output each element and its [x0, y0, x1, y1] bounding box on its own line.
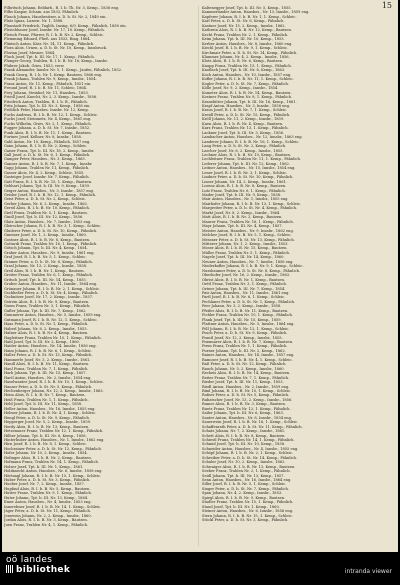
list-entry: Friedl Josef, Knecht, Nr. 2, 3. Kemp., Innsbr., 1856. [4, 95, 98, 100]
list-entry: Karl Peter, a. D. b. St. Nr. 6, Kemp., Fähnlich. [202, 19, 285, 24]
right-column [202, 6, 392, 523]
list-entry: Hepperger Josef, Nr. 5, 2. Kemp., Innsbr., 1859. [4, 420, 92, 425]
list-entry: Greil Alois, R. I. b. B. Nr. 1, Kemp., Bautzen. [4, 268, 85, 273]
list-entry: Hagleitner Franz, Trahlen Nr. 10, 1. Kemp., Fähnlich. [4, 335, 102, 340]
list-entry: Spiegl Alois, R. I. b. B. Nr. 9, Kemp., Bautzen. [202, 495, 286, 500]
list-entry: Knoflach Josef, Tpt. b. III. Nr. 8, Kemp., 1863. [202, 68, 286, 73]
list-entry: Flunger Georg, Trahlen, R. I. b. B. Nr. 16, Kemp., Innsbr. [4, 59, 108, 64]
list-entry: Melcher Josef, R. I. b. B. Nr. 5, 1. Kemp., Schleic. [202, 233, 292, 238]
list-entry: Hörtnagl Johann, R. I. b. B. Nr. 15, 1. Kemp., Schleic. [4, 473, 102, 478]
list-entry: Gasteiger Josef, Innsbr. Nr. 7, Kemp., Fähnlich. [4, 175, 90, 180]
list-entry: Gebhart Johann, Tpt. b. III. Nr. 9, Kemp., 1859. [4, 184, 91, 189]
list-entry: Ortner Johann, Tpt. b. III. Nr. 7, Kemp., 1854. [202, 286, 286, 291]
list-entry: Rofner Peter, a. D. b. St. Nr. 5, Kemp., Fähnlich. [202, 393, 290, 398]
list-entry: Kuen Alois, R. I. b. B. Nr. 4, Kemp., Bautzen. [202, 121, 284, 126]
list-entry: Kranebitter Johann, Tpt. b. III. Nr. 16, Kemp., 1861. [202, 99, 297, 104]
list-entry: Lorenz Alois, R. I. b. B. Nr. 8, Kemp., Bautzen. [202, 184, 287, 189]
list-entry: Peer Johann, Nr. 3, 2. Kemp., Innsbr., 1858. [202, 304, 282, 309]
list-entry: Gall Josef, a. D. b. St. Nr. 6, 1. Kemp., Fähnlich. [4, 152, 91, 157]
list-entry: Landerer Johann, R. I. b. B. Nr. 16, 1. Kemp., Schleic. [202, 139, 300, 144]
list-entry: Kölle Josef, Nr. 9, 2. Kemp., Innsbr., 1854. [202, 86, 279, 91]
list-entry: Posch Peter, a. D. b. St. Nr. 9, Kemp., Fähnlich. [202, 331, 288, 336]
list-entry: Mayr Johann, Tpt. b. III. Nr. 4, Kemp., 1857. [202, 224, 283, 229]
barcode-icon [6, 565, 14, 573]
list-entry: Fuchs Josef, Steinmetz, Nr. 4, Kemp., 1861 eng. [4, 117, 92, 122]
list-entry: Gasser Alois, Nr. 4, 2. Kemp., Schleic, 1855. [4, 170, 85, 175]
list-entry: Pöll Johann, R. I. b. B. Nr. 12, 1. Kemp., Schleic. [202, 326, 290, 331]
list-entry: Ruetz Franz, Trahlen Nr. 12, 1. Kemp., Fähnlich. [202, 406, 291, 411]
list-entry: Gruber Anton, Hausbes., Nr. 11, Innsbr., 1864 eng. [4, 282, 98, 287]
list-entry: Kerber Anton, Hausbes., Nr. 8, Innsbr., 1860 eng. [202, 41, 293, 46]
list-entry: Schwaiger Alois, R. I. b. B. Nr. 13, Kemp., Bautzen. [202, 464, 296, 469]
list-entry: Rieder Josef, Tpt. b. III. Nr. 11, Kemp., 1853. [202, 380, 284, 385]
list-entry: Gaiser Franz, Tpt. b. III. Nr. 18, 2. Kemp., Innsbr. [4, 148, 95, 153]
list-entry: Lener Josef, R. I. b. B. Nr. 3, 1. Kemp., Schleic. [202, 170, 288, 175]
list-entry: Hartl Anton, Hausbes., Nr. 2, Innsbr., 1854 eng. [4, 375, 92, 380]
list-entry: Plank Josef, Tpt. b. III. Nr. 15, Kemp., 1859. [202, 317, 282, 322]
list-entry: Gindl Josef, Tpt. b. III. Nr. 12, Kemp., 1856. [4, 215, 84, 220]
list-entry: Guem Franz, Trahlen Nr. 3, 1. Kemp., Fähnlich. [4, 304, 91, 309]
list-entry: Furtner Josef, Kellner, Nr. 8, Innsbr., 1858. [4, 135, 82, 140]
list-entry: Gstrein Alois, R. I. b. B. Nr. 9, Kemp., Bautzen. [4, 299, 90, 304]
list-entry: Flatz Ignaz, Luzern: Nr. 1, 1888. [4, 19, 64, 24]
list-entry: Hochrainer Peter, a. D. b. St. Nr. 12, Kemp., Fähnlich. [4, 446, 102, 451]
list-entry: Linser Johann, Nr. 14, 2. Kemp., Innsbr., 1861. [202, 179, 287, 184]
list-entry: Oettl Franz, Trahlen Nr. 3, 1. Kemp., Fähnlich. [202, 282, 287, 287]
list-entry: Markt Josef, Nr. 8, 2. Kemp., Innsbr., 1864. [202, 210, 281, 215]
column-divider [198, 6, 199, 546]
logo-line-1: oö landes [6, 555, 53, 565]
list-entry: Müller Franz, Trahlen Nr. 5, 1. Kemp., Fähnlich. [202, 250, 290, 255]
list-entry: Kreidl Peter, a. D. b. St. Nr. 15, Kemp., Fähnlich. [202, 112, 291, 117]
list-entry: Gietl Franz, Trahlen Nr. 5, 1. Kemp., Bautzen. [4, 210, 88, 215]
list-entry: Gleirscher Johann, R. I. b. B. Nr. 3, 1. Kemp., Schleic. [4, 224, 102, 229]
list-entry: Flemming Eduard, Fließ. aus 1833, Ring, 1864. [4, 37, 91, 42]
list-entry: Florian Josef, Mesner, 1864. [4, 50, 56, 55]
list-entry: Hammerle Josef, Nr. 3, 2. Kemp., Innsbr., 1861. [4, 357, 91, 362]
list-entry: Helmer Johann, R. I. b. B. Nr. 4, 1. Kemp., Schleic. [4, 411, 97, 416]
list-entry: Santer Anton, Hausbes., Nr. 8, Innsbr., 1854 eng. [202, 415, 293, 420]
list-entry: Gottardi Franz, Trahlen Nr. 16, 1. Kemp., Fähnlich. [4, 242, 98, 247]
list-entry: Glatz Anton, Hausbes., Nr. 7, Innsbr., 1853 eng. [4, 219, 92, 224]
list-entry: Gatt Franz, R. I. b. B. Nr. 15, 1. Kemp., Bautzen. [4, 179, 93, 184]
list-entry: Gufler Johann, Tpt. b. III. Nr. 7, Kemp., 1862. [4, 308, 87, 313]
list-entry: Frank Alexander, Innsbr. Nr. 5, 1. Kemp., Jaufen, Fähnlich, 1852. [4, 68, 123, 73]
list-entry: Hofmann Franz, Trahlen Nr. 14, 1. Kemp., Fähnlich. [4, 460, 99, 465]
list-entry: Juen Franz, Trahlen Nr. 4, 1. Kemp., Fähnlich. [4, 522, 89, 527]
list-entry: Hinterhuber Anton, Hausbes., Nr. 1, Innsbr., 1862 eng. [4, 437, 105, 442]
list-entry: Nussbaumer Peter, a. D. b. St. Nr. 8, Kemp., Fähnlich. [202, 268, 301, 273]
list-entry: Friedrich Anton, Trahlen, R. I. b. B., Fähnlich. [4, 99, 88, 104]
list-entry: Gutmann Josef, R. I. b. B. Nr. 12, 1. Kemp., Schleic. [4, 317, 98, 322]
list-entry: Franz Anton, Nr. 11, Kemp., Fähnlich, 1851 ein. [4, 81, 92, 86]
list-entry: Haim Johann, R. I. b. B. Nr. 6, 1. Kemp., Schleic. [4, 348, 93, 353]
list-entry: Haller Peter, a. D. b. St. Nr. 13, Kemp., Fähnlich. [4, 353, 93, 358]
list-entry: Fluhrer Jakob, Gries, 1853, verw. [4, 63, 65, 68]
list-entry: Stern Johann, R. I. b. B. Nr. 15, 1. Kemp., Schleic. [202, 513, 293, 518]
list-entry: Praxmarer Alois, R. I. b. B. Nr. 7, Kemp., Bautzen. [202, 339, 294, 344]
list-entry: Jenewein Johann, Nr. 2, 2. Kemp., Innsbr., 1860. [4, 513, 92, 518]
list-entry: Hilber Johann, Tpt. b. III. Nr. 6, Kemp., 1856. [4, 433, 87, 438]
list-entry: Heim Alois, R. I. b. B. Nr. 7, Kemp., Bautzen. [4, 393, 86, 398]
list-entry: Flintsch Anton, Käsr. Nr. 14, 11. Kemp., Fähnlich. [4, 41, 95, 46]
list-entry: Huber Peter, a. D. b. St. Nr. 3, Kemp., Fähnlich. [4, 478, 91, 483]
list-entry: Rumer Alois, R. I. b. B. Nr. 3, Kemp., Bautzen. [202, 402, 286, 407]
list-entry: Lechleitner Franz, Trahlen Nr. 11, 1. Kemp., Fähnlich. [202, 157, 301, 162]
list-entry: Hupfauf Alois, R. I. b. B. Nr. 5, Kemp., Bautzen. [4, 486, 91, 491]
list-entry: Steiner Anton, Hausbes., Nr. 6, Innsbr., 1856 eng. [202, 509, 294, 514]
list-entry: Sauerwein Josef, R. I. b. B. Nr. 16, 1. Kemp., Schleic. [202, 420, 299, 425]
list-entry: Freund Josef, R. I. b. B. Nr. 11, Schleic, 1864. [4, 86, 88, 91]
list-entry: Gostner Alois, R. I. b. B. Nr. 8, Kemp., Bautzen. [4, 237, 91, 242]
list-entry: Margreiter Peter, a. D. b. St. Nr. 4, Kemp., Fähnlich. [202, 206, 298, 211]
list-entry: Prem Franz, Trahlen Nr. 1, 1. Kemp., Fähnlich. [202, 344, 288, 349]
list-entry: Filbs Kaspar, Scham. aus 1833, Fähnlich. [4, 10, 80, 15]
list-entry: Fritz Johann, Tpt. b. III. Nr. 3, Kemp., 1858 ein. [4, 103, 91, 108]
list-entry: Gabl Anton, Nr. 10, Kemp., Fähnlich, 1857 eng. [4, 139, 91, 144]
list-entry: Hauser Peter, a. D. b. St. Nr. 5, Kemp., Fähnlich. [4, 384, 93, 389]
list-entry: Hanl Franz, Trahlen Nr. 7, 1. Kemp., Fähnlich. [4, 366, 89, 371]
list-entry: Rainer Anton, Hausbes., Nr. 14, Innsbr., 1857 eng. [202, 353, 295, 358]
list-entry: Gschließer Peter, a. D. b. St. Nr. 4, Kemp., Fähnlich. [4, 291, 99, 295]
list-entry: Lindner Peter, a. D. b. St. Nr. 10, Kemp., Fähnlich. [202, 175, 294, 180]
list-entry: Kofler Johann, R. I. b. B. Nr. 11, 1. Kemp., Schleic. [202, 77, 294, 82]
list-entry: Kostner Franz, Trahlen Nr. 8, 1. Kemp., Fähnlich. [202, 95, 293, 100]
list-entry: Frey Johann, Steinhof, Nr. 11, Hausbes., 1853. [4, 90, 89, 95]
list-entry: Haider Anton, Hausbes., Nr. 14, Innsbr., 1856 eng. [4, 344, 97, 349]
list-entry: Riedl Anton, Hausbes., Nr. 2, Innsbr., 1859 eng. [202, 384, 290, 389]
list-entry: Jordan Alois, R. I. b. B. Nr. 3, Kemp., Bautzen. [4, 518, 88, 523]
list-entry: Gamper Peter, Hausbes., Nr. 3, Kemp., 1863. [4, 157, 86, 162]
list-entry: Pair Anton, Hausbes., Nr. 11, Innsbr., 1861 eng. [202, 291, 290, 295]
list-entry: Stöckl Peter, a. D. b. St. Nr. 3, Kemp., Fähnlich. [202, 518, 289, 523]
list-entry: Raß Peter, a. D. b. St. Nr. 12, Kemp., Fähnlich. [202, 362, 287, 367]
list-entry: Moser Alois, R. I. b. B. Nr. 15, Kemp., Bautzen. [202, 246, 288, 251]
list-entry: Greiter Franz, Trahlen Nr. 6, 1. Kemp., Fähnlich. [4, 273, 93, 278]
list-entry: Kaltenegger Josef, Tpt. b. III. Nr. 5, Kemp., 1855. [202, 6, 292, 10]
list-entry: Schneider Anton, Hausbes., Nr. 4, Innsbr., 1855 eng. [202, 446, 299, 451]
list-entry: Jäger Peter, a. D. b. St. Nr. 11, Kemp., Fähnlich. [4, 509, 91, 514]
list-entry: Rubatscher Josef, Nr. 13, 2. Kemp., Innsbr., 1856. [202, 397, 293, 402]
list-entry: Keim Johann, Tpt. b. III. Nr. 10, Kemp., 1853. [202, 37, 285, 42]
list-entry: Gramer Peter, a. D. b. St. Nr. 8, Kemp., Fähnlich. [4, 259, 93, 264]
list-entry: Mair Anton, Hausbes., Nr. 1, Innsbr., 1855 eng. [202, 197, 289, 202]
list-entry: Haberl Johann, Nr. 8, 2. Kemp., Innsbr., 1853. [4, 326, 88, 331]
list-entry: Fuchs Andreas, R. I. b. B. Nr. 12, 1. Kemp., Schleic. [4, 112, 99, 117]
list-entry: Haas Peter, a. D. b. St. Nr. 1, Kemp., Fähnlich. [4, 322, 89, 327]
list-entry: Partl Josef, R. I. b. B. Nr. 6, 1. Kemp., Schleic. [202, 295, 286, 300]
list-entry: Recheis Alois, R. I. b. B. Nr. 14, Kemp., Bautzen. [202, 371, 291, 376]
list-entry: Huter Johann, Tpt. b. III. Nr. 13, Kemp., 1864. [4, 495, 89, 500]
list-entry: Sailer Johann, Tpt. b. III. Nr. 6, Kemp., 1863. [202, 411, 284, 416]
list-entry: Fuchs Wilhelm, Gries, Nr. 2, 1. Kemp., Fähnlich. [4, 121, 92, 126]
list-entry: Haid Josef, Tpt. b. III. Nr. 2, Kemp., 1860. [4, 339, 80, 344]
list-entry: Knapp Franz, Trahlen Nr. 15, 1. Kemp., Fähnlich. [202, 63, 292, 68]
list-entry: Plattner Anton, Hausbes., Nr. 5, Innsbr., 1864 eng. [202, 322, 295, 327]
list-entry: Pichler Franz, Trahlen Nr. 10, 1. Kemp., Fähnlich. [202, 313, 294, 318]
list-entry: Schreiber Peter, a. D. b. St. Nr. 14, Kemp., Fähnlich. [202, 455, 298, 460]
list-entry: Gerstl Alois, R. I. b. B. Nr. 10, Kemp., Fähnlich. [4, 206, 90, 211]
list-entry: Hechenberger Johann, Nr. 12, 2. Kemp., Innsbr., 1863. [4, 388, 104, 393]
list-entry: Filbritsch Johann, Eeldarb., R. I. b. Th. Nr. 3, Kemp., 1838 eng. [4, 6, 120, 10]
list-entry: Ganner Anton, R. I. b. B. Nr. 7, 1. Kemp., Innsbr. [4, 161, 93, 166]
list-entry: Gapp Johann, Trahlen Nr. 11, Kemp., Fähnlich. [4, 166, 90, 171]
scanned-page [2, 0, 398, 552]
list-entry: Pfeifer Alois, R. I. b. B. Nr. 11, Kemp., Bautzen. [202, 308, 289, 313]
list-entry: Funk Alois, R. I. b. B. Nr. 11, 1. Kemp., Bautzen. [4, 130, 92, 135]
list-entry: Held Josef, Tpt. b. III. Nr. 11, Kemp., 1858. [4, 402, 83, 407]
list-entry: Kathrein Alois, R. I. b. B. Nr. 12, Kemp., Bautzen. [202, 28, 292, 33]
list-entry: Kröll Johann, Nr. 11, 2. Kemp., Innsbr., 1859. [202, 117, 285, 122]
list-entry: Holzknecht Anton, Hausbes., Nr. 6, Innsbr., 1858 eng. [4, 469, 103, 474]
list-entry: Gummerer Anton, Hausbes., Nr. 5, Innsbr., 1859 eng. [4, 313, 102, 318]
list-entry: Pechlaner Peter, a. D. b. St. Nr. 1, Kemp., Fähnlich. [202, 299, 296, 304]
page-number: 15 [381, 1, 392, 10]
logo-line-2 [6, 565, 70, 575]
list-entry: Graf Josef, R. I. b. B. Nr. 5, 1. Kemp., Schleic. [4, 255, 87, 260]
list-entry: Staud Josef, Tpt. b. III. Nr. 1, Kemp., 1860. [202, 504, 280, 509]
list-entry: Holzer Josef, Tpt. b. III. Nr. 1, Kemp., 1861. [4, 464, 84, 469]
list-entry: Ramoser Josef, R. I. b. B. Nr. 4, 1. Kemp., Schleic. [202, 357, 293, 362]
list-entry: Frank Georg, R. I. b. Nr. 1, Kemp. Bautzen, 1866 eng. [4, 72, 103, 77]
list-entry: Flora Alois, Urnen, a. D. b. St. Nr. 10, Kemp., Innsbruck. [4, 46, 108, 51]
list-entry: Herdy Alois, R. I. b. B. Nr. 13, Kemp., Bautzen. [4, 424, 90, 429]
list-entry: Purner Johann, Tpt. b. III. Nr. 2, Kemp., 1862. [202, 348, 286, 353]
list-entry: Handl Alois, R. I. b. B. Nr. 11, Kemp., Bautzen. [4, 362, 90, 367]
list-entry: Gschnitzer Josef, Nr. 17, 2. Kemp., Innsbr., 1857. [4, 295, 94, 300]
list-entry: Leitner Anton, Hausbes., Nr. 15, Innsbr., 1854 eng. [202, 166, 296, 171]
list-entry: Kecht Franz, Trahlen Nr. 2, 1. Kemp., Fähnlich. [202, 32, 289, 37]
list-entry: Geiger Anton, Hausbes., Nr. 3, Innsbr., 1857 eng. [4, 188, 95, 193]
list-entry: Lang Peter, a. D. b. St. Nr. 2, Kemp., Fähnlich. [202, 144, 287, 149]
list-entry: Schett Alois, R. I. b. B. Nr. 8, Kemp., Bautzen. [202, 433, 286, 438]
list-entry: Koch Anton, Hausbes., Nr. 10, Innsbr., 1857 eng. [202, 72, 292, 77]
list-entry: Hafner Alois, R. I. b. B. Nr. 4, Kemp., Bautzen. [4, 331, 89, 336]
list-entry: Rauch Johann, Nr. 5, 2. Kemp., Innsbr., 1860. [202, 366, 285, 371]
list-entry: Stadler Franz, Trahlen Nr. 15, 1. Kemp., Fähnlich. [202, 500, 294, 505]
list-entry: Neuner Anton, Hausbes., Nr. 7, Innsbr., 1856 eng. [202, 259, 294, 264]
list-entry: Gaim Johann, R. I. b. B. Nr. 2, Kemp., Schleic. [4, 144, 88, 149]
list-entry: Lackner Josef, Tpt. b. III. Nr. 3, Kemp., 1856. [202, 130, 285, 135]
list-entry: Niederkofler Johann, R. I. b. B. Nr. 9, 1. Kemp., Schleic. [202, 264, 304, 269]
list-entry: Schiestl Franz, Trahlen Nr. 14, 1. Kemp., Fähnlich. [202, 437, 295, 442]
list-entry: Riml Johann, R. I. b. B. Nr. 10, 1. Kemp., Schleic. [202, 388, 292, 393]
left-column [4, 6, 194, 527]
list-entry: Seeber Franz, Trahlen Nr. 2, 1. Kemp., Fähnlich. [202, 469, 291, 474]
list-entry: Flasch Johann, Hausbesitzer, a. D. b. St. Nr. 2, 1849 ein. [4, 14, 107, 19]
list-entry: Hengl Peter, a. D. b. St. Nr. 9, Kemp., Fähnlich. [4, 415, 90, 420]
list-entry: Schöpf Johann, R. I. b. B. Nr. 2, 1. Kemp., Schleic. [202, 451, 294, 456]
list-entry: Messner Peter, a. D. b. St. Nr. 13, Kemp., Fähnlich. [202, 237, 295, 242]
list-entry: Geisler Josef, R. I. b. B. Nr. 12, 1. Kemp., Fähnlich. [4, 193, 97, 198]
list-entry: Haselwanter Josef, R. I. b. B. Nr. 10, 1. Kemp., Schleic. [4, 380, 105, 385]
list-entry: Mader Josef, Tpt. b. III. Nr. 9, Kemp., 1858. [202, 193, 282, 198]
list-entry: Grasl Johann, Nr. 13, 2. Kemp., Innsbr., 1858. [4, 264, 88, 269]
list-entry: Nagele Josef, Tpt. b. III. Nr. 14, Kemp., 1860. [202, 255, 285, 260]
list-entry: Larcher Josef, Nr. 6, 2. Kemp., Innsbr., 1855. [202, 148, 284, 153]
list-entry: Kometer Alois, R. I. b. B. Nr. 14, Kemp., Bautzen. [202, 90, 292, 95]
list-entry: Fröhlich Peter, Hausbes. Innsbr. Nr. 12, Kemp. [4, 108, 89, 113]
list-entry: Gluderer Peter, a. D. b. St. Nr. 10, Kemp., Fähnlich. [4, 228, 98, 233]
list-entry: Reiter Franz, Trahlen Nr. 7, 1. Kemp., Fähnlich. [202, 375, 290, 380]
list-entry: Klotz Alois, R. I. b. B. Nr. 6, Kemp., Bautzen. [202, 59, 284, 64]
list-entry: Singer Peter, a. D. b. St. Nr. 7, Kemp., Fähnlich. [202, 486, 289, 491]
list-entry: Schatz Johann, Nr. 7, 2. Kemp., Innsbr., 1861. [202, 429, 286, 434]
list-entry: Hofer Johann, Nr. 10, 2. Kemp., Innsbr., 1854. [4, 451, 88, 456]
list-entry: Klammer Johann, Nr. 4, 2. Kemp., Innsbr., 1856. [202, 54, 290, 59]
list-entry: Prantl Josef, Nr. 12, 2. Kemp., Innsbr., 1855. [202, 335, 283, 340]
list-entry: Krapf Anton, Hausbes., Nr. 3, Innsbr., 1858 eng. [202, 103, 291, 108]
list-entry: Frank Johann, Trahlen Nr. 9, Kemp., Innsbr., 1854. [4, 77, 97, 82]
list-entry: Gerber Johann, Nr. 6, 2. Kemp., Innsbr., 1862. [4, 201, 88, 206]
list-entry: Seidl Johann, Tpt. b. III. Nr. 13, Kemp., 1857. [202, 473, 285, 478]
list-entry: Kiechl Josef, R. I. b. B. Nr. 9, 1. Kemp., Schleic. [202, 46, 288, 51]
list-entry: Harb Johann, Tpt. b. III. Nr. 15, Kemp., 1857. [4, 371, 87, 376]
list-entry: Maurer Franz, Trahlen Nr. 16, 1. Kemp., Fähnlich. [202, 219, 294, 224]
list-entry: Lechner Alois, R. I. b. B. Nr. 10, Kemp., Bautzen. [202, 152, 292, 157]
list-entry: Götsch Johann, Tpt. b. III. Nr. 4, Kemp., 1854. [4, 246, 88, 251]
list-entry: Fleisch Franz, Pfarrer, R. I. b. B. Nr. 2, Kemp., Schleic. [4, 32, 104, 37]
list-entry: Innerebner Josef, R. I. b. B. Nr. 14, 1. Kemp., Schleic. [4, 504, 102, 509]
library-logo[interactable] [6, 556, 70, 575]
list-entry: Hetzenauer Franz, Trahlen Nr. 12, 1. Kemp., Fähnlich. [4, 429, 104, 434]
list-entry: Hueber Josef, Nr. 7, 2. Kemp., Innsbr., 1857. [4, 482, 85, 487]
list-entry: Fluch Josef, Tpt. b. III. Nr. 17, 1. Kemp., Fähnlich. [4, 54, 95, 59]
list-entry: Lambacher Anton, Hausbes., Nr. 12, Innsbr., 1863 eng. [202, 135, 303, 140]
list-entry: Fugger Johann, a. D. b. St. Nr. 7, Innsbr., 1852. [4, 126, 91, 131]
list-entry: Meister Anton, Hausbes., Nr. 9, Innsbr., 1862 eng. [202, 228, 294, 233]
list-entry: Hofinger Alois, R. I. b. B. Nr. 2, Kemp., Bautzen. [4, 455, 92, 460]
list-entry: Kraus Josef, R. I. b. B. Nr. 7, 1. Kemp., Schleic. [202, 108, 288, 113]
list-entry: Kurz Franz, Trahlen Nr. 13, 1. Kemp., Fähnlich. [202, 126, 289, 131]
list-entry: Span Johann, Nr. 4, 2. Kemp., Innsbr., 1853. [202, 491, 283, 496]
list-entry: Kirchmair Peter, a. D. b. St. Nr. 14, Kemp., Fähnlich. [202, 50, 298, 55]
list-entry: Kammerlander Anton, Hausbes., Nr. 13, Innsbr., 1859 eng. [202, 10, 310, 15]
list-entry: Gmeiner Josef, Nr. 1, 2. Kemp., Innsbr., 1860. [4, 233, 87, 238]
list-entry: Obrist Alois, R. I. b. B. Nr. 1, Kemp., Bautzen. [202, 277, 286, 282]
list-entry: Matt Alois, R. I. b. B. Nr. 2, Kemp., Bautzen. [202, 215, 283, 220]
list-entry: Heller Anton, Hausbes., Nr. 16, Innsbr., 1855 eng. [4, 406, 96, 411]
list-entry: Schaffenrath Peter, a. D. b. St. Nr. 11, Kemp., Fähnlich. [202, 424, 303, 429]
logo-line-2-text: bibliothek [16, 565, 71, 575]
viewer-label[interactable]: intranda viewer [344, 568, 392, 575]
list-entry: Schmid Josef, Tpt. b. III. Nr. 10, Kemp., 1858. [202, 442, 286, 447]
list-entry: Grünauer Johann, R. I. b. B. Nr. 2, 1. Kemp., Schleic. [4, 286, 100, 291]
list-entry: Senn Anton, Hausbes., Nr. 16, Innsbr., 1864 eng. [202, 478, 292, 483]
list-entry: Oberhofer Josef, Nr. 16, 2. Kemp., Innsbr., 1863. [202, 273, 291, 278]
list-entry: Hutter Franz, Trahlen Nr. 9, 1. Kemp., Fähnlich. [4, 491, 93, 496]
list-entry: Gritsch Josef, Tpt. b. III. Nr. 14, Kemp., 1855. [4, 277, 87, 282]
list-entry: Siller Josef, R. I. b. B. Nr. 5, 1. Kemp., Schleic. [202, 482, 287, 487]
list-entry: Fleischhauer Josef, Innsbr. Nr. 17, 18. Kemp., Fähnlich. [4, 28, 105, 33]
list-entry: Mairhofer Johann, R. I. b. B. Nr. 13, 1. Kemp., Schleic. [202, 201, 302, 206]
list-entry: Heiß Franz, Trahlen Nr. 1, 1. Kemp., Fähnlich. [4, 397, 89, 402]
list-entry: Kastner Josef, Nr. 15, 2. Kemp., Innsbr., 1862. [202, 23, 286, 28]
list-entry: Kogler Peter, a. D. b. St. Nr. 7, Kemp., Fähnlich. [202, 81, 289, 86]
list-entry: Graber Anton, Hausbes., Nr. 9, Innsbr., 1861 eng. [4, 250, 95, 255]
list-entry: Ilmer Anton, Hausbes., Nr. 4, Innsbr., 1853 eng. [4, 500, 92, 505]
list-entry: Geist Peter, a. D. b. St. Nr. 2, Kemp., Schleic. [4, 197, 86, 202]
list-entry: Hirn Josef, R. I. b. B. Nr. 8, 1. Kemp., Schleic. [4, 442, 87, 447]
list-entry: Flaustadt Friedrich, Taglöh. Inzing, 6/9. Kemp., Fähnlich, 1858 ein. [4, 23, 127, 28]
list-entry: Mitterer Johann, Nr. 1, 2. Kemp., Innsbr., 1853. [202, 242, 289, 247]
list-entry: Schuler Josef, Nr. 10, 2. Kemp., Innsbr., 1862. [202, 460, 286, 465]
list-entry: Kapferer Johann, R. I. b. B. Nr. 1, 1. Kemp., Schleic. [202, 14, 297, 19]
list-entry: Lederer Johann, Tpt. b. III. Nr. 12, Kemp., 1862. [202, 161, 290, 166]
list-entry: Lutz Franz, Trahlen Nr. 6, 1. Kemp., Fähnlich. [202, 188, 286, 193]
